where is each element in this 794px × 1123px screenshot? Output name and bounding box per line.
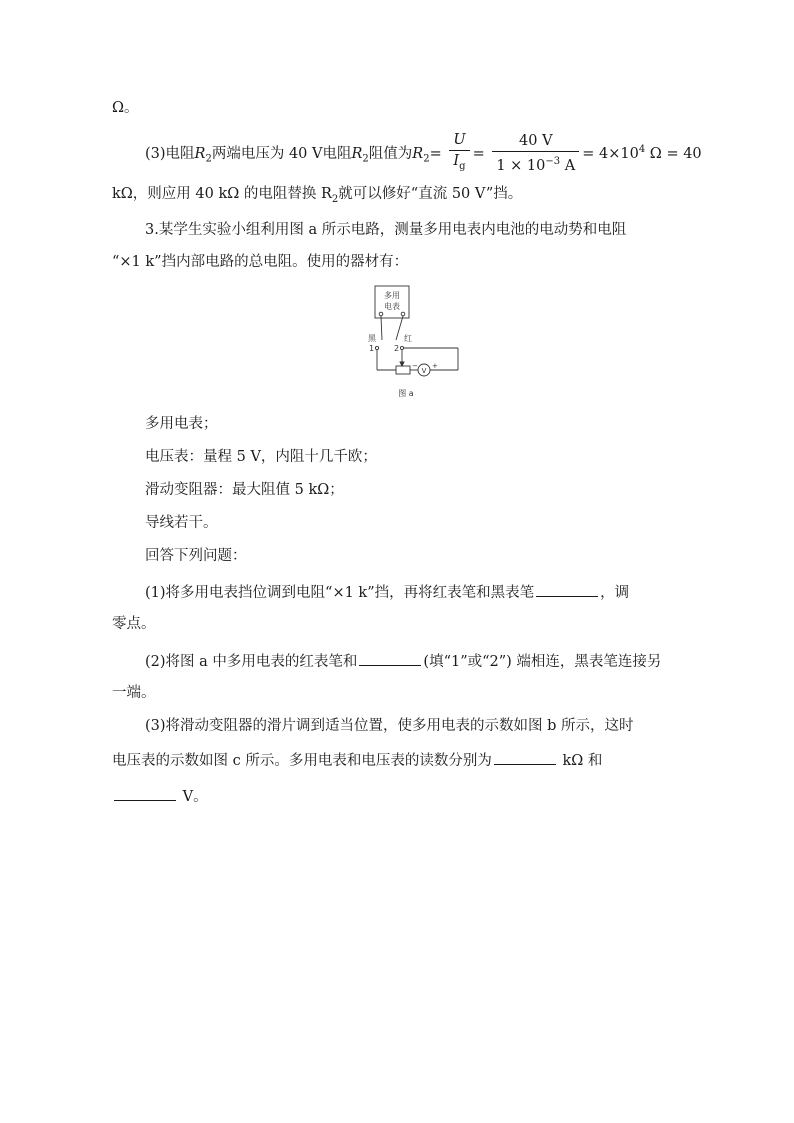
terminal-1-label: 1 [369, 344, 375, 353]
material-rheostat: 滑动变阻器：最大阻值 5 kΩ； [145, 482, 344, 498]
fraction-u-over-ig: $\frac{U}{I_g}$ [449, 131, 469, 176]
material-wires: 导线若干。 [145, 515, 218, 531]
meter-label-line1: 多用 [384, 291, 400, 300]
voltmeter-plus: + [432, 362, 438, 370]
meter-label-line2: 电表 [384, 302, 400, 311]
terminal-2-dot [400, 346, 403, 349]
circuit-figure-a [360, 284, 465, 402]
voltmeter-minus: − [412, 362, 418, 370]
material-multimeter: 多用电表； [145, 416, 218, 432]
problem-3-line2: “×1 k”挡内部电路的总电阻。使用的器材有： [112, 254, 409, 270]
questions-intro: 回答下列问题： [145, 548, 247, 564]
red-probe-lead [396, 316, 403, 340]
question-2-line1: (2)将图 a 中多用电表的红表笔和 (填“1”或“2”) 端相连，黑表笔连接另 [145, 650, 661, 672]
meter-port-left [379, 312, 383, 316]
black-label: 黑 [368, 334, 376, 343]
black-probe-lead [381, 316, 382, 340]
line-formula: (3)电阻$R_2$两端电压为 40 V电阻$R_2$阻值为$R_2=$ $\frac{U}{I_g}$ = $\frac{40 V}{1 \times 10^{-3} A}$ = $4\times 10^4$ Ω = 40 [145, 128, 702, 182]
figure-caption: 图 a [398, 389, 414, 398]
slider-arrow [400, 362, 404, 366]
answer-blank-4[interactable] [114, 785, 176, 801]
line-omega: Ω。 [112, 100, 139, 116]
answer-blank-2[interactable] [359, 650, 421, 666]
fraction-values: $\frac{40 V}{1 \times 10^{-3} A}$ [492, 132, 579, 175]
rheostat [396, 366, 410, 374]
question-3-line3: V。 [112, 785, 208, 807]
question-1-line1: (1)将多用电表挡位调到电阻“×1 k”挡，再将红表笔和黑表笔 ，调 [145, 581, 629, 603]
question-1-line2: 零点。 [112, 616, 156, 632]
question-3-line2: 电压表的示数如图 c 所示。多用电表和电压表的读数分别为 kΩ 和 [112, 749, 602, 771]
red-label: 红 [404, 334, 412, 343]
material-voltmeter: 电压表：量程 5 V，内阻十几千欧； [145, 449, 377, 465]
terminal-2-label: 2 [394, 344, 400, 353]
meter-port-right [401, 312, 405, 316]
question-3-line1: (3)将滑动变阻器的滑片调到适当位置，使多用电表的示数如图 b 所示，这时 [145, 718, 634, 734]
terminal-1-dot [375, 346, 378, 349]
answer-blank-1[interactable] [536, 581, 598, 597]
answer-blank-3[interactable] [494, 749, 556, 765]
question-2-line2: 一端。 [112, 685, 156, 701]
problem-3-line1: 3.某学生实验小组利用图 a 所示电路，测量多用电表内电池的电动势和电阻 [145, 222, 627, 238]
line-kohm: kΩ，则应用 40 kΩ 的电阻替换 $R_2$就可以修好“直流 50 V”挡。 [112, 186, 523, 205]
voltmeter-label: V [421, 367, 427, 375]
